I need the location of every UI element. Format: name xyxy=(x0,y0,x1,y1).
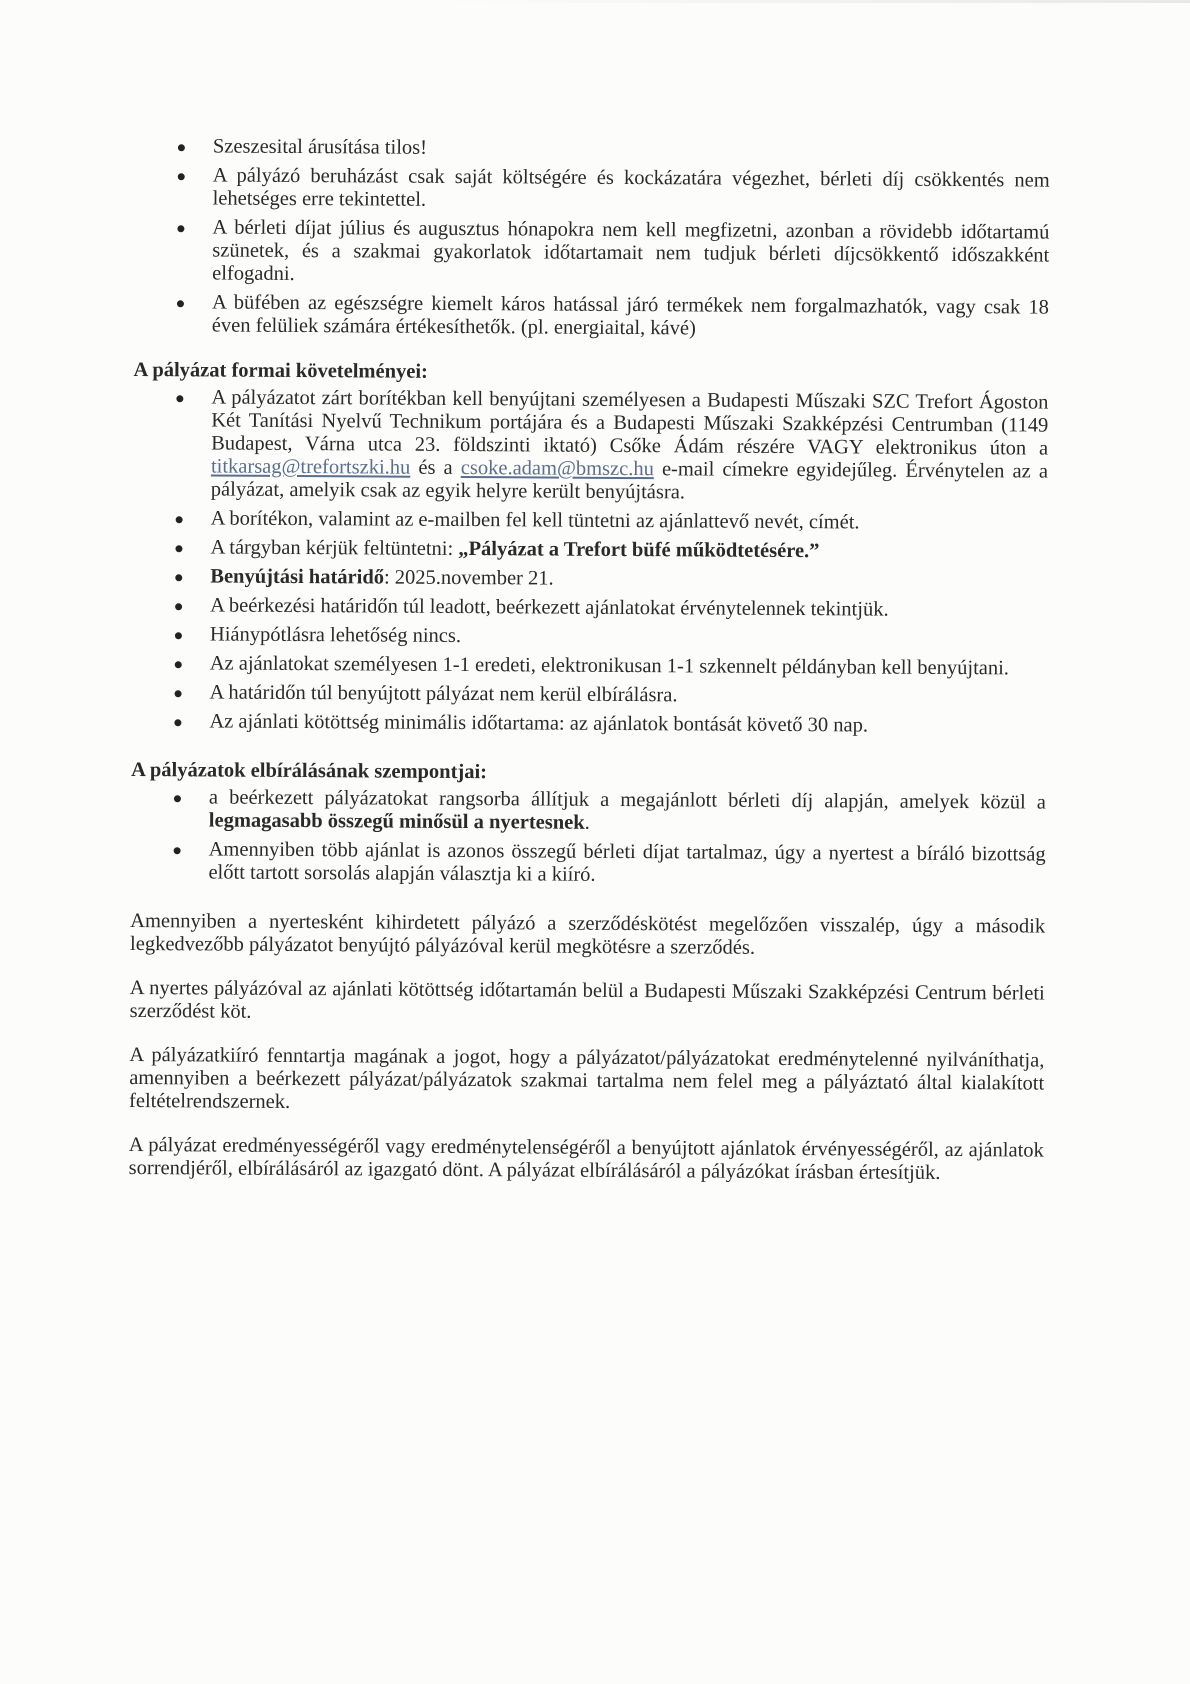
list-item-text: Az ajánlatokat személyesen 1-1 eredeti, elektronikusan 1-1 szkennelt példányban kell benyújtani. xyxy=(209,652,1010,680)
list-item xyxy=(175,565,1047,593)
bullet-icon xyxy=(178,144,185,151)
bullet-icon xyxy=(176,516,183,523)
list-item xyxy=(175,536,1047,564)
list-item xyxy=(175,594,1047,622)
formal-requirements-heading: A pályázat formai követelményei: xyxy=(133,358,428,383)
evaluation-list xyxy=(173,786,1046,889)
list-item-text: A büfében az egészségre kiemelt káros hatással járó termékek nem forgalmazhatók, vagy csak 18 éven felüliek számára értékesíthetők. (pl. energiaital, kávé) xyxy=(211,291,1050,340)
list-item-text: Szeszesital árusítása tilos! xyxy=(212,135,428,159)
list-item xyxy=(177,291,1049,342)
evaluation-text: . xyxy=(584,811,590,834)
bullet-icon xyxy=(175,603,182,610)
bullet-icon xyxy=(175,690,182,697)
list-item-text xyxy=(210,565,554,589)
scan-edge xyxy=(430,0,1190,3)
bullet-icon xyxy=(175,545,182,552)
bullet-icon xyxy=(178,173,185,180)
list-item xyxy=(174,710,1046,738)
submission-text: A pályázatot zárt borítékban kell benyújtani személyesen a Budapesti Műszaki SZC Trefort Ágoston Két Tanítási Nyelvű Technikum portájára és a Budapesti Műszaki Szakképzési Centrumban (1149 Budapest, Várna utca 23. földszinti iktató) Csőke Ádám részére VAGY elektronikus úton a xyxy=(211,386,1049,460)
list-item xyxy=(175,681,1047,709)
list-item-text xyxy=(211,386,1049,503)
formal-requirements-list xyxy=(174,386,1048,738)
evaluation-heading: A pályázatok elbírálásának szempontjai: xyxy=(131,758,488,784)
list-item-text xyxy=(209,786,1046,833)
email-link-titkarsag[interactable]: titkarsag@trefortszki.hu xyxy=(210,455,411,479)
bullet-icon xyxy=(174,719,181,726)
email-link-csoke[interactable]: csoke.adam@bmszc.hu xyxy=(460,456,654,481)
list-item-text: Amennyiben több ajánlat is azonos összegű bérleti díjat tartalmaz, úgy a nyertest a bíráló bizottság előtt tartott sorsolás alapján választja ki a kiíró. xyxy=(208,838,1046,886)
list-item xyxy=(174,786,1046,837)
list-item xyxy=(177,216,1049,290)
list-item xyxy=(173,838,1045,889)
list-item xyxy=(176,507,1048,535)
bullet-icon xyxy=(174,847,181,854)
list-item xyxy=(178,135,1050,163)
deadline-label: Benyújtási határidő xyxy=(210,565,385,589)
paragraph-rights: A pályázatkiíró fenntartja magának a jogot, hogy a pályázatot/pályázatokat eredménytelenné nyilváníthatja, amennyiben a beérkezett pályázat/pályázatok szakmai tartalma nem felel meg a pályáztató által kialakított feltételrendszernek. xyxy=(129,1043,1045,1113)
submission-text: és a xyxy=(410,456,461,479)
paragraph-withdrawal: Amennyiben a nyertesként kihirdetett pályázó a szerződéskötést megelőzően visszalép, úgy a második legkedvezőbb pályázatot benyújtó pályázóval kerül megkötésre a szerződés. xyxy=(129,909,1046,959)
bullet-icon xyxy=(177,225,184,232)
list-item-text xyxy=(210,536,819,562)
evaluation-emphasis: legmagasabb összegű minősül a nyertesnek xyxy=(208,809,585,834)
list-item-text: A borítékon, valamint az e-mailben fel kell tüntetni az ajánlattevő nevét, címét. xyxy=(210,507,860,534)
list-item-text: A beérkezési határidőn túl leadott, beérkezett ajánlatokat érvénytelennek tekintjük. xyxy=(210,594,889,621)
list-item-text: Az ajánlati kötöttség minimális időtartama: az ajánlatok bontását követő 30 nap. xyxy=(209,710,869,737)
bullet-icon xyxy=(174,795,181,802)
paragraph-contract: A nyertes pályázóval az ajánlati kötöttség időtartamán belül a Budapesti Műszaki Szakképzési Centrum bérleti szerződést köt. xyxy=(129,976,1045,1023)
bullet-icon xyxy=(175,661,182,668)
list-item-text: A pályázó beruházást csak saját költségére és kockázatára végezhet, bérleti díj csökkentés nem lehetséges erre tekintettel. xyxy=(212,164,1050,211)
document-body xyxy=(129,135,1050,1186)
list-item xyxy=(175,652,1047,680)
list-item-text: A határidőn túl benyújtott pályázat nem kerül elbírálásra. xyxy=(209,681,678,707)
bullet-icon xyxy=(175,574,182,581)
rules-list xyxy=(177,135,1050,342)
list-item xyxy=(176,386,1049,506)
list-item-text: A bérleti díjat július és augusztus hónapokra nem kell megfizetni, azonban a rövidebb időtartamú szünetek, és a szakmai gyakorlatok időtartamait nem tudjuk bérleti díjcsökkentő időszakként elfogadni. xyxy=(212,216,1050,285)
deadline-value: : 2025.november 21. xyxy=(383,566,554,590)
subject-prefix: A tárgyban kérjük feltüntetni: xyxy=(210,536,459,560)
paragraph-decision: A pályázat eredményességéről vagy eredménytelenségéről a benyújtott ajánlatok érvényességéről, az ajánlatok sorrendjéről, elbírálásáról az igazgató dönt. A pályázat elbírálásáról a pályázókat írásban értesítjük. xyxy=(128,1133,1044,1184)
bullet-icon xyxy=(176,395,183,402)
evaluation-text: a beérkezett pályázatokat rangsorba állítjuk a megajánlott bérleti díj alapján, amelyek közül a xyxy=(208,786,1047,814)
bullet-icon xyxy=(177,300,184,307)
bullet-icon xyxy=(175,632,182,639)
submission-text: e-mail címekre egyidejűleg. Érvénytelen az a pályázat, amelyik csak az egyik helyre került benyújtásra. xyxy=(210,458,1049,504)
subject-title: „Pályázat a Trefort büfé működtetésére.” xyxy=(458,537,820,563)
list-item xyxy=(178,164,1050,215)
list-item xyxy=(175,623,1047,651)
list-item-text: Hiánypótlásra lehetőség nincs. xyxy=(209,623,462,648)
